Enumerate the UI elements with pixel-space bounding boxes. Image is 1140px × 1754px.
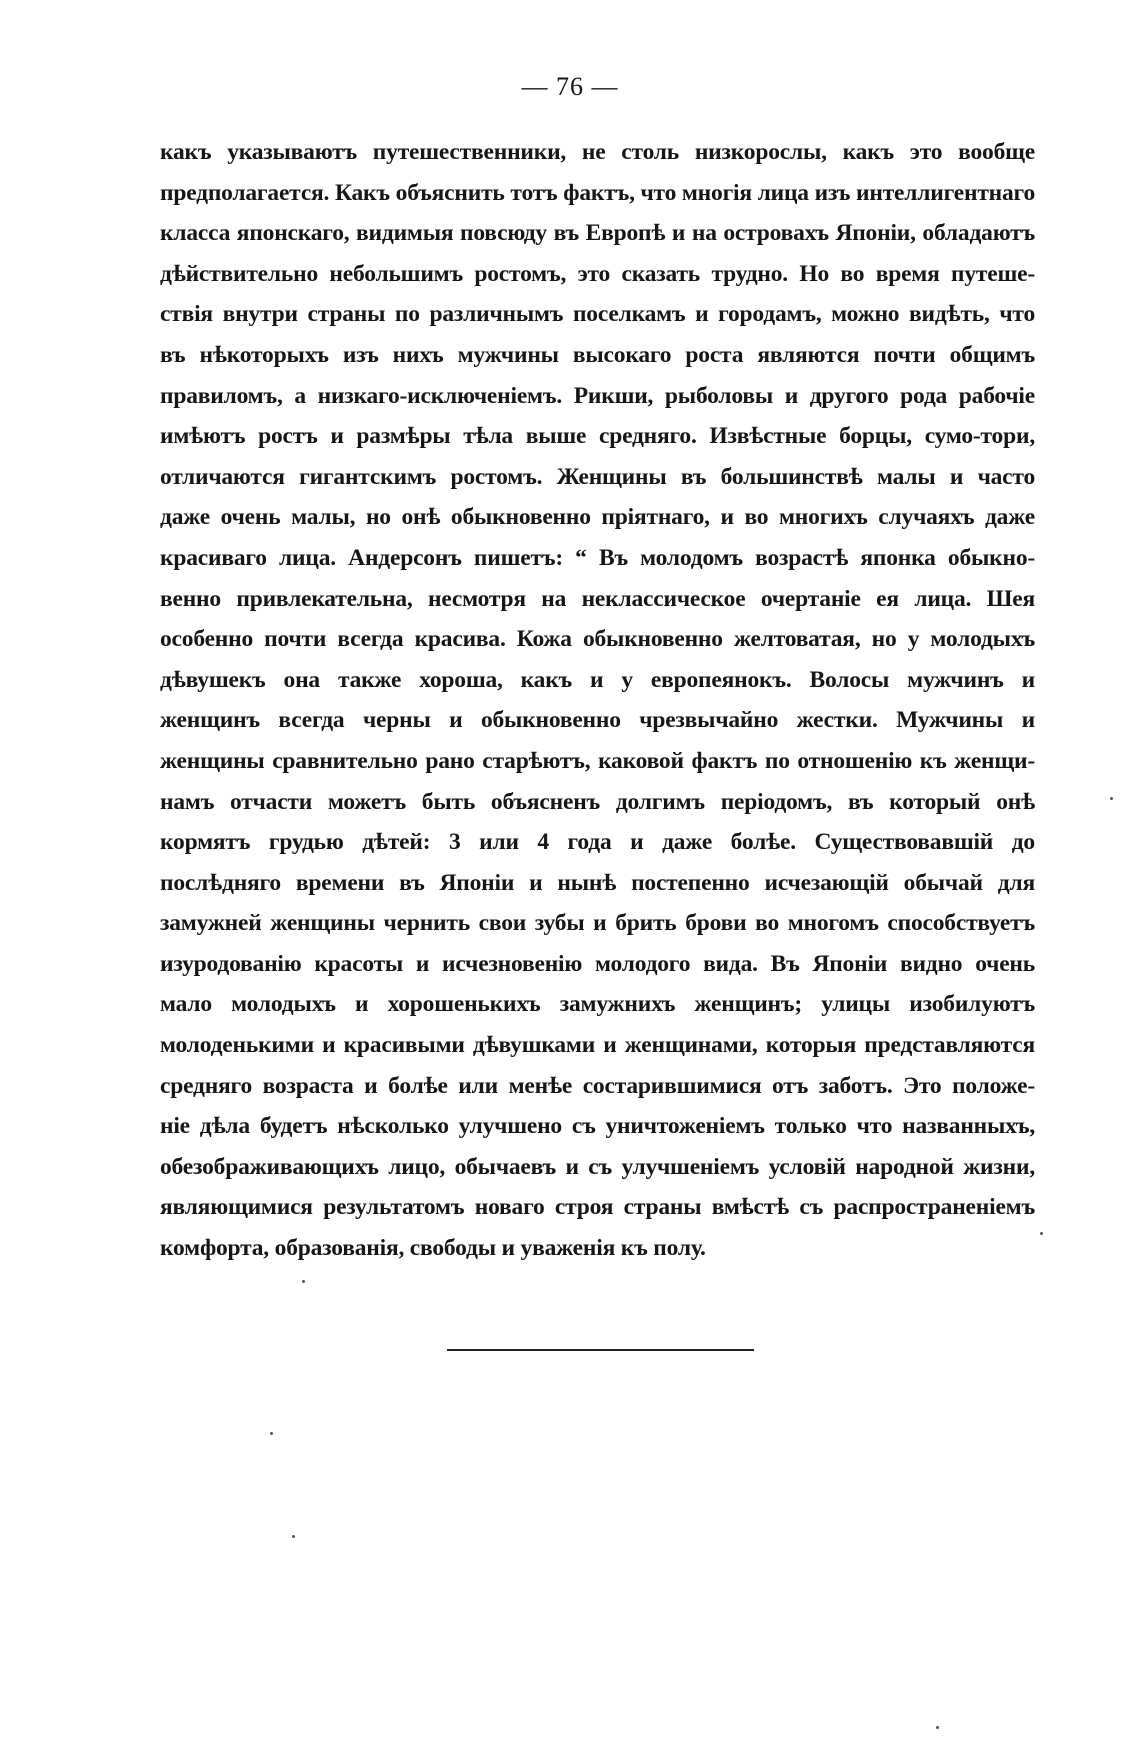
text-line: правиломъ, а низкаго-исключеніемъ. Рикши, рыболовы и другого рода рабочіе <box>160 382 1035 409</box>
body-paragraph <box>160 132 1035 1269</box>
text-line: красиваго лица. Андерсонъ пишетъ: “ Въ молодомъ возрастѣ японка обыкно- <box>160 544 1035 571</box>
text-line: женщины сравнительно рано старѣютъ, каковой фактъ по отношенію къ женщи- <box>160 747 1035 774</box>
text-line: являющимися результатомъ новаго строя страны вмѣстѣ съ распространеніемъ <box>160 1194 1035 1221</box>
text-line: замужней женщины чернить свои зубы и брить брови во многомъ способствуетъ <box>160 910 1035 937</box>
text-line: имѣютъ ростъ и размѣры тѣла выше средняго. Извѣстные борцы, сумо-тори, <box>160 423 1035 450</box>
print-speck <box>302 1280 305 1283</box>
text-line: женщинъ всегда черны и обыкновенно чрезвычайно жестки. Мужчины и <box>160 707 1035 734</box>
text-line: дѣйствительно небольшимъ ростомъ, это сказать трудно. Но во время путеше- <box>160 260 1035 287</box>
print-speck <box>270 1432 273 1435</box>
text-line: средняго возраста и болѣе или менѣе состарившимися отъ заботъ. Это положе- <box>160 1072 1035 1099</box>
text-line: какъ указываютъ путешественники, не столь низкорослы, какъ это вообще <box>160 139 1035 165</box>
section-divider <box>447 1349 754 1351</box>
print-speck <box>292 1535 295 1538</box>
print-speck <box>936 1726 939 1729</box>
text-line: дѣвушекъ она также хороша, какъ и у европеянокъ. Волосы мужчинъ и <box>160 666 1035 693</box>
text-line: кормятъ грудью дѣтей: 3 или 4 года и даже болѣе. Существовавшій до <box>160 829 1035 856</box>
text-line: даже очень малы, но онѣ обыкновенно пріятнаго, и во многихъ случаяхъ даже <box>160 504 1035 531</box>
text-line: молоденькими и красивыми дѣвушками и женщинами, которыя представляются <box>160 1032 1035 1059</box>
page-number: — 76 — <box>521 72 619 101</box>
text-line: послѣдняго времени въ Японіи и нынѣ постепенно исчезающій обычай для <box>160 869 1035 896</box>
text-line: класса японскаго, видимыя повсюду въ Европѣ и на островахъ Японіи, обладаютъ <box>160 220 1035 247</box>
text-line: обезображивающихъ лицо, обычаевъ и съ улучшеніемъ условій народной жизни, <box>160 1153 1035 1180</box>
print-speck <box>1110 797 1113 800</box>
text-line: венно привлекательна, несмотря на неклассическое очертаніе ея лица. Шея <box>160 585 1035 612</box>
text-line: мало молодыхъ и хорошенькихъ замужнихъ женщинъ; улицы изобилуютъ <box>160 991 1035 1018</box>
text-line: отличаются гигантскимъ ростомъ. Женщины въ большинствѣ малы и часто <box>160 463 1035 490</box>
text-line: предполагается. Какъ объяснить тотъ фактъ, что многія лица изъ интеллигентнаго <box>160 179 1035 206</box>
text-line: ніе дѣла будетъ нѣсколько улучшено съ уничтоженіемъ только что названныхъ, <box>160 1113 1035 1140</box>
text-line: намъ отчасти можетъ быть объясненъ долгимъ періодомъ, въ который онѣ <box>160 788 1035 815</box>
text-line: изуродованію красоты и исчезновенію молодого вида. Въ Японіи видно очень <box>160 950 1035 977</box>
text-line: въ нѣкоторыхъ изъ нихъ мужчины высокаго роста являются почти общимъ <box>160 341 1035 368</box>
text-line: ствія внутри страны по различнымъ поселкамъ и городамъ, можно видѣть, что <box>160 301 1035 328</box>
text-line-last: комфорта, образованія, свободы и уваженія къ полу. <box>160 1235 706 1262</box>
print-speck <box>1040 1232 1043 1235</box>
text-line: особенно почти всегда красива. Кожа обыкновенно желтоватая, но у молодыхъ <box>160 626 1035 653</box>
